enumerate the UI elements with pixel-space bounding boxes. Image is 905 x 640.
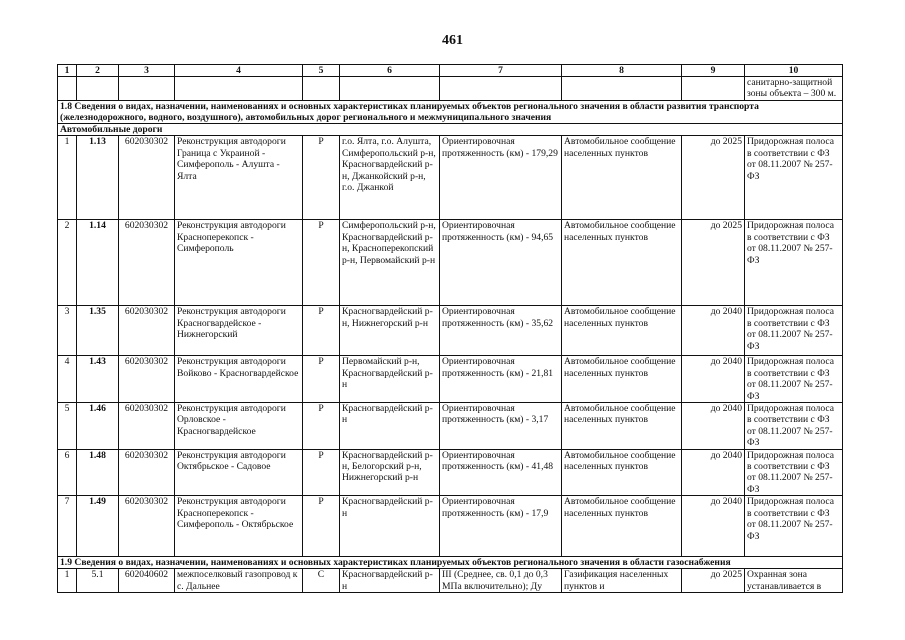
- object-purpose: Газификация населенных пунктов и: [562, 569, 682, 593]
- object-name: Реконструкция автодороги Красногвардейское - Нижнегорский: [175, 306, 303, 356]
- object-location: Красногвардейский р-н: [340, 403, 440, 450]
- row-number: 2: [58, 220, 77, 306]
- row-number: 7: [58, 496, 77, 557]
- row-number: 1: [58, 569, 77, 593]
- object-purpose: Автомобильное сообщение населенных пунктов: [562, 220, 682, 306]
- kind-code: 602030302: [119, 220, 175, 306]
- object-zone: Придорожная полоса в соответствии с ФЗ от 08.11.2007 № 257-ФЗ: [745, 449, 843, 496]
- section-title-row: [58, 557, 843, 569]
- object-location: Красногвардейский р-н, Белогорский р-н, Нижнегорский р-н: [340, 449, 440, 496]
- object-term: до 2040: [682, 403, 745, 450]
- column-number: 9: [682, 65, 745, 77]
- object-location: Красногвардейский р-н: [340, 569, 440, 593]
- object-status: Р: [303, 220, 340, 306]
- table-row: [58, 136, 843, 220]
- object-zone: Охранная зона устанавливается в: [745, 569, 843, 593]
- row-number: 5: [58, 403, 77, 450]
- object-zone: Придорожная полоса в соответствии с ФЗ от 08.11.2007 № 257-ФЗ: [745, 136, 843, 220]
- kind-code: 602030302: [119, 136, 175, 220]
- table-row: [58, 356, 843, 403]
- kind-code: 602030302: [119, 449, 175, 496]
- object-name: Реконструкция автодороги Орловское - Красногвардейское: [175, 403, 303, 450]
- table-row: [58, 403, 843, 450]
- object-location: г.о. Ялта, г.о. Алушта, Симферопольский р-н, Красногвардейский р-н, Джанкойский р-н, г.о. Джанкой: [340, 136, 440, 220]
- object-name: Реконструкция автодороги Граница с Украиной - Симферополь - Алушта - Ялта: [175, 136, 303, 220]
- section-title-row: [58, 101, 843, 124]
- object-status: Р: [303, 306, 340, 356]
- object-purpose: Автомобильное сообщение населенных пунктов: [562, 306, 682, 356]
- row-number: 3: [58, 306, 77, 356]
- table-row: [58, 569, 843, 593]
- object-zone: Придорожная полоса в соответствии с ФЗ от 08.11.2007 № 257-ФЗ: [745, 220, 843, 306]
- object-zone: Придорожная полоса в соответствии с ФЗ от 08.11.2007 № 257-ФЗ: [745, 496, 843, 557]
- object-location: Красногвардейский р-н, Нижнегорский р-н: [340, 306, 440, 356]
- kind-code: 602030302: [119, 403, 175, 450]
- object-term: до 2040: [682, 449, 745, 496]
- table-row: [58, 449, 843, 496]
- column-number: 10: [745, 65, 843, 77]
- object-status: Р: [303, 449, 340, 496]
- object-zone: Придорожная полоса в соответствии с ФЗ от 08.11.2007 № 257-ФЗ: [745, 306, 843, 356]
- object-code: 1.14: [77, 220, 119, 306]
- object-purpose: Автомобильное сообщение населенных пунктов: [562, 136, 682, 220]
- object-purpose: Автомобильное сообщение населенных пунктов: [562, 496, 682, 557]
- object-term: до 2040: [682, 356, 745, 403]
- kind-code: 602040602: [119, 569, 175, 593]
- object-code: 1.35: [77, 306, 119, 356]
- object-characteristics: III (Среднее, св. 0,1 до 0,3 МПа включительно); Ду: [440, 569, 562, 593]
- column-number: 7: [440, 65, 562, 77]
- object-location: Красногвардейский р-н: [340, 496, 440, 557]
- object-purpose: Автомобильное сообщение населенных пунктов: [562, 356, 682, 403]
- object-status: Р: [303, 496, 340, 557]
- column-number: 8: [562, 65, 682, 77]
- object-location: Первомайский р-н, Красногвардейский р-н: [340, 356, 440, 403]
- object-term: до 2025: [682, 569, 745, 593]
- object-name: Реконструкция автодороги Красноперекопск - Симферополь: [175, 220, 303, 306]
- column-number: 6: [340, 65, 440, 77]
- object-code: 1.48: [77, 449, 119, 496]
- subsection-title: Автомобильные дороги: [58, 124, 843, 136]
- planning-table: [57, 64, 843, 593]
- column-number: 2: [77, 65, 119, 77]
- continued-zone-note: санитарно-защитной зоны объекта – 300 м.: [745, 77, 843, 101]
- page-number: 461: [442, 33, 463, 48]
- object-characteristics: Ориентировочная протяженность (км) - 17,9: [440, 496, 562, 557]
- object-name: Реконструкция автодороги Октябрьское - Садовое: [175, 449, 303, 496]
- object-zone: Придорожная полоса в соответствии с ФЗ от 08.11.2007 № 257-ФЗ: [745, 403, 843, 450]
- section-1-8-title: 1.8 Сведения о видах, назначении, наименованиях и основных характеристиках планируемых объектов регионального значения в области развития транспорта (железнодорожного, водного, воздушного), автомобильных дорог регионального и межмуниципального значения: [58, 101, 843, 124]
- object-characteristics: Ориентировочная протяженность (км) - 94,65: [440, 220, 562, 306]
- object-code: 1.13: [77, 136, 119, 220]
- kind-code: 602030302: [119, 496, 175, 557]
- object-characteristics: Ориентировочная протяженность (км) - 3,17: [440, 403, 562, 450]
- object-characteristics: Ориентировочная протяженность (км) - 35,62: [440, 306, 562, 356]
- object-code: 5.1: [77, 569, 119, 593]
- column-number: 5: [303, 65, 340, 77]
- row-number: 1: [58, 136, 77, 220]
- object-zone: Придорожная полоса в соответствии с ФЗ от 08.11.2007 № 257-ФЗ: [745, 356, 843, 403]
- object-term: до 2025: [682, 136, 745, 220]
- object-code: 1.46: [77, 403, 119, 450]
- object-name: Реконструкция автодороги Красноперекопск - Симферополь - Октябрьское: [175, 496, 303, 557]
- object-name: Реконструкция автодороги Войково - Красногвардейское: [175, 356, 303, 403]
- section-1-9-title: 1.9 Сведения о видах, назначении, наименованиях и основных характеристиках планируемых объектов регионального значения в области газоснабжения: [58, 557, 843, 569]
- object-status: Р: [303, 403, 340, 450]
- column-number: 4: [175, 65, 303, 77]
- table-row: [58, 220, 843, 306]
- column-number: 3: [119, 65, 175, 77]
- object-characteristics: Ориентировочная протяженность (км) - 179,29: [440, 136, 562, 220]
- row-number: 6: [58, 449, 77, 496]
- object-purpose: Автомобильное сообщение населенных пунктов: [562, 403, 682, 450]
- object-status: Р: [303, 136, 340, 220]
- subsection-row: [58, 124, 843, 136]
- object-term: до 2025: [682, 220, 745, 306]
- object-term: до 2040: [682, 496, 745, 557]
- column-number: 1: [58, 65, 77, 77]
- object-term: до 2040: [682, 306, 745, 356]
- object-purpose: Автомобильное сообщение населенных пунктов: [562, 449, 682, 496]
- object-characteristics: Ориентировочная протяженность (км) - 41,48: [440, 449, 562, 496]
- column-number-row: [58, 65, 843, 77]
- object-code: 1.43: [77, 356, 119, 403]
- continued-row: [58, 77, 843, 101]
- object-characteristics: Ориентировочная протяженность (км) - 21,81: [440, 356, 562, 403]
- object-name: межпоселковый газопровод к с. Дальнее: [175, 569, 303, 593]
- table-row: [58, 496, 843, 557]
- object-status: Р: [303, 356, 340, 403]
- object-location: Симферопольский р-н, Красногвардейский р-н, Красноперекопский р-н, Первомайский р-н: [340, 220, 440, 306]
- object-code: 1.49: [77, 496, 119, 557]
- row-number: 4: [58, 356, 77, 403]
- table-row: [58, 306, 843, 356]
- object-status: С: [303, 569, 340, 593]
- kind-code: 602030302: [119, 306, 175, 356]
- kind-code: 602030302: [119, 356, 175, 403]
